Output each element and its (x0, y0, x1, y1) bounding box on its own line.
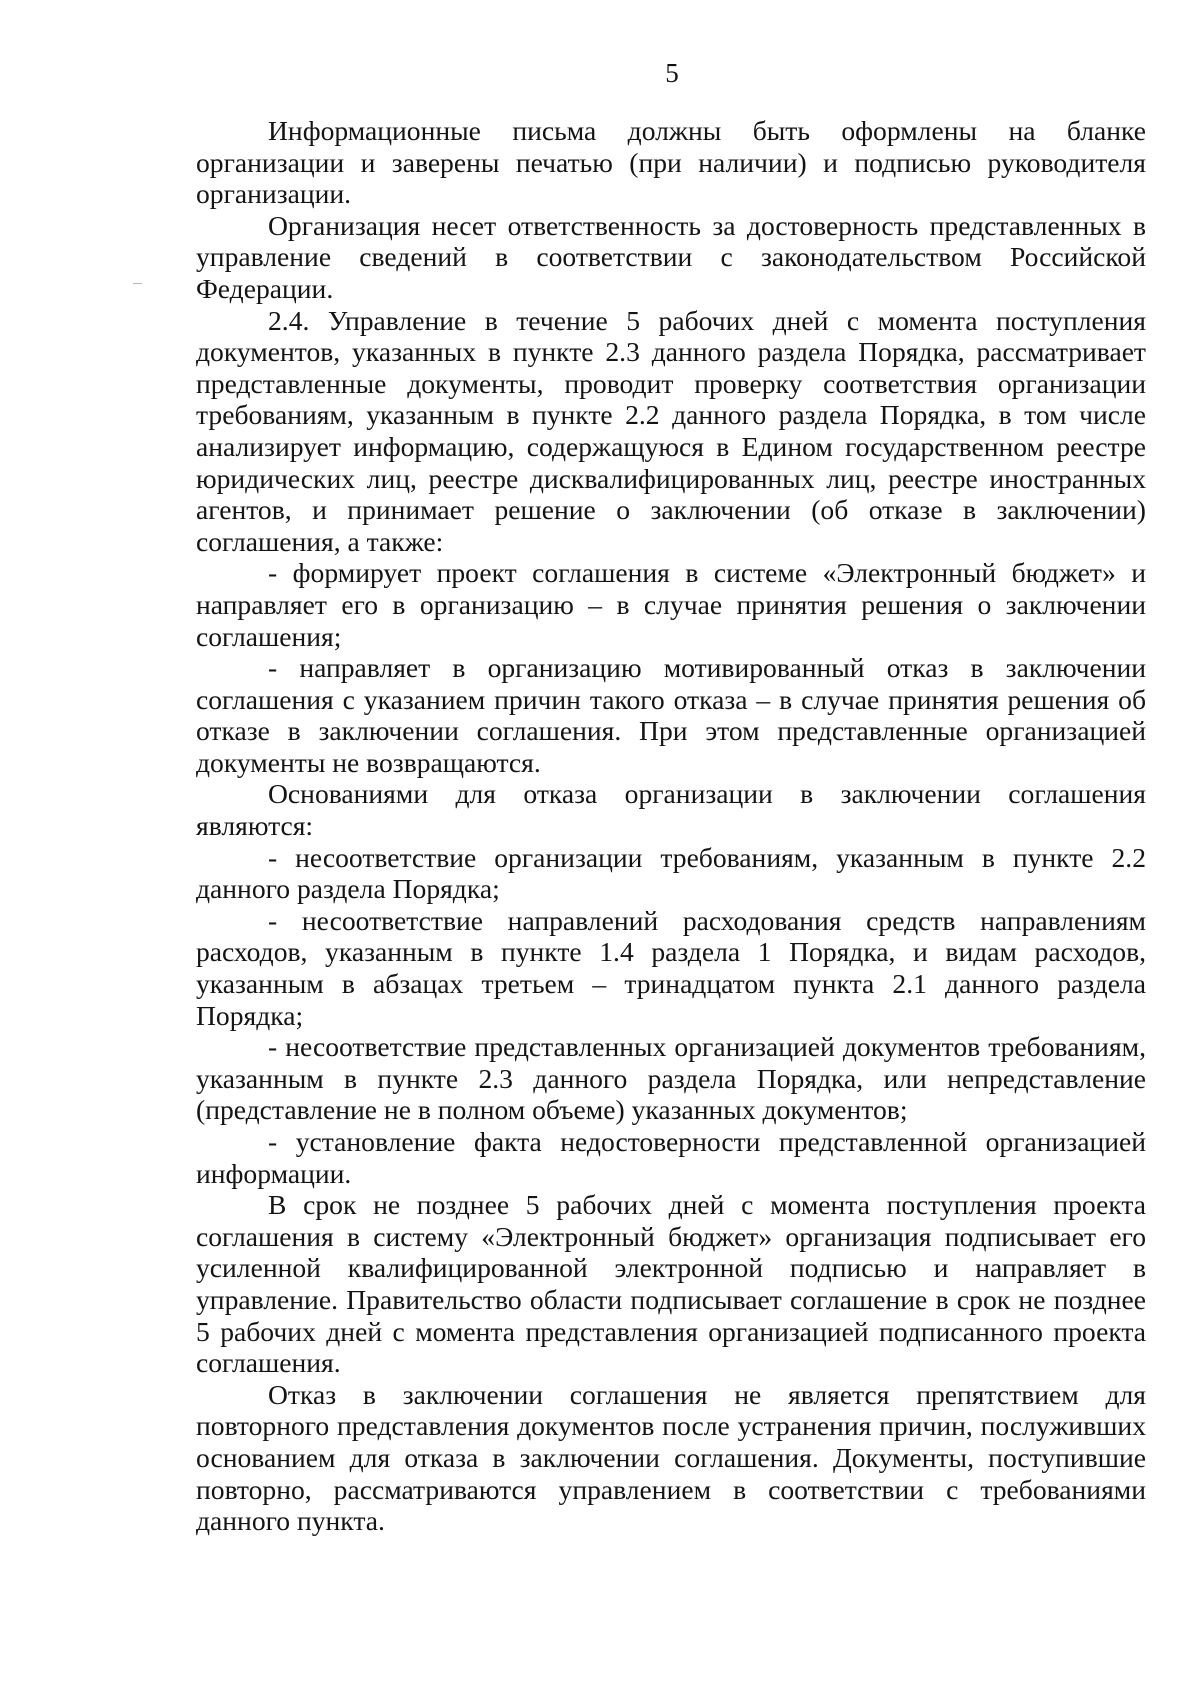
paragraph-repeat-submission: Отказ в заключении соглашения не является препятствием для повторного представления документов после устранения причин, послуживших основанием для отказа в заключении соглашения. Документы, поступившие повторно, рассматриваются управлением в соответствии с требованиями данного пункта. (196, 1378, 1146, 1537)
paragraph-info-letters: Информационные письма должны быть оформлены на бланке организации и заверены печатью (при наличии) и подписью руководителя организации. (196, 115, 1146, 210)
list-item-ground-documents: - несоответствие представленных организацией документов требованиям, указанным в пункте 2.3 данного раздела Порядка, или непредставление (представление не в полном объеме) указанных документов; (196, 1031, 1146, 1126)
document-body (196, 115, 1146, 1537)
scan-margin-mark (133, 283, 142, 284)
list-item-ground-requirements: - несоответствие организации требованиям, указанным в пункте 2.2 данного раздела Порядка; (196, 841, 1146, 905)
paragraph-responsibility: Организация несет ответственность за достоверность представленных в управление сведений в соответствии с законодательством Российской Федерации. (196, 209, 1146, 304)
page-number: 5 (665, 58, 679, 88)
paragraph-refusal-grounds: Основаниями для отказа организации в заключении соглашения являются: (196, 778, 1146, 842)
list-item-send-refusal: - направляет в организацию мотивированный отказ в заключении соглашения с указанием причин такого отказа – в случае принятия решения об отказе в заключении соглашения. При этом представленные организацией документы не возвращаются. (196, 652, 1146, 778)
paragraph-signing-deadline: В срок не позднее 5 рабочих дней с момента поступления проекта соглашения в систему «Электронный бюджет» организация подписывает его усиленной квалифицированной электронной подписью и направляет в управление. Правительство области подписывает соглашение в срок не позднее 5 рабочих дней с момента представления организацией подписанного проекта соглашения. (196, 1189, 1146, 1379)
list-item-ground-unreliable: - установление факта недостоверности представленной организацией информации. (196, 1126, 1146, 1189)
paragraph-2-4: 2.4. Управление в течение 5 рабочих дней с момента поступления документов, указанных в пункте 2.3 данного раздела Порядка, рассматривает представленные документы, проводит проверку соответствия организации требованиям, указанным в пункте 2.2 данного раздела Порядка, в том числе анализирует информацию, содержащуюся в Едином государственном реестре юридических лиц, реестре дисквалифицированных лиц, реестре иностранных агентов, и принимает решение о заключении (об отказе в заключении) соглашения, а также: (196, 304, 1146, 557)
list-item-form-project: - формирует проект соглашения в системе «Электронный бюджет» и направляет его в организацию – в случае принятия решения о заключении соглашения; (196, 557, 1146, 652)
list-item-ground-directions: - несоответствие направлений расходования средств направлениям расходов, указанным в пункте 1.4 раздела 1 Порядка, и видам расходов, указанным в абзацах третьем – тринадцатом пункта 2.1 данного раздела Порядка; (196, 904, 1146, 1031)
